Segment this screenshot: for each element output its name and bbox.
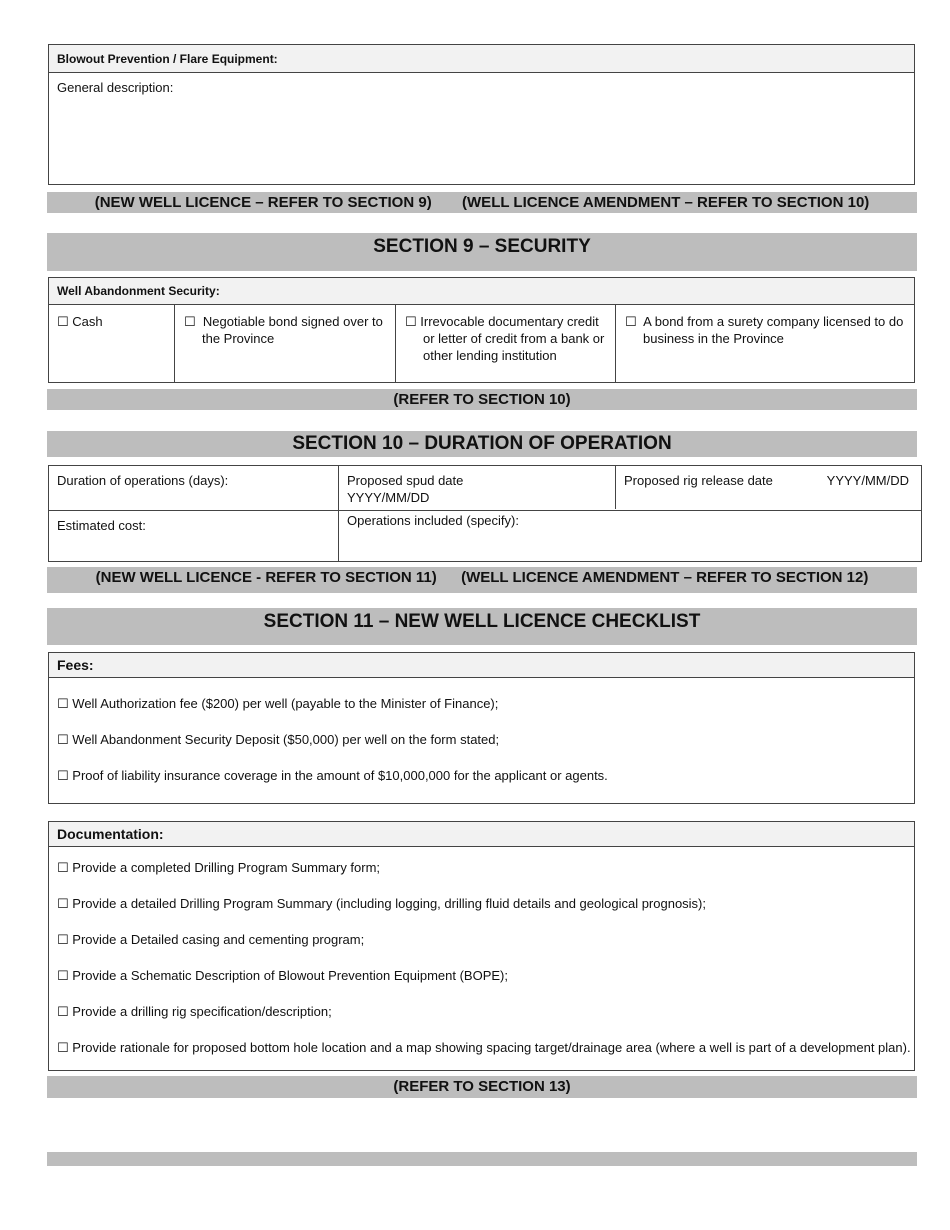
refer-bar-2-right: (WELL LICENCE AMENDMENT – REFER TO SECTION 12) (461, 569, 869, 586)
security-option-irrevocable-credit[interactable] (397, 307, 615, 370)
bope-general-description-field[interactable] (49, 73, 914, 184)
checkbox-icon[interactable]: ☐ (184, 314, 196, 329)
section10-title: SECTION 10 – DURATION OF OPERATION (292, 433, 672, 454)
security-option-label: A bond from a surety company licensed to do business in the Province (643, 314, 904, 346)
documentation-item-label: Provide a detailed Drilling Program Summary (including logging, drilling fluid details and geological prognosis); (72, 896, 706, 911)
operations-included-label: Operations included (specify): (347, 513, 519, 528)
section10-title-bar (47, 431, 917, 457)
checkbox-icon[interactable]: ☐ (57, 1004, 69, 1019)
checkbox-icon[interactable]: ☐ (57, 860, 69, 875)
fee-item-label: Well Abandonment Security Deposit ($50,000) per well on the form stated; (72, 732, 500, 747)
documentation-item-label: Provide a Detailed casing and cementing program; (72, 932, 365, 947)
documentation-box (48, 821, 915, 1071)
fee-item[interactable] (57, 732, 499, 748)
duration-label: Duration of operations (days): (57, 473, 229, 488)
fees-header-text: Fees: (57, 657, 94, 673)
security-option-label: Negotiable bond signed over to the Province (202, 314, 383, 346)
fees-box (48, 652, 915, 804)
checkbox-icon[interactable]: ☐ (57, 896, 69, 911)
bope-header (49, 45, 914, 73)
rig-release-format: YYYY/MM/DD (826, 473, 909, 488)
section11-title-bar (47, 608, 917, 645)
documentation-item[interactable] (57, 860, 380, 876)
section9-title-bar (47, 233, 917, 271)
fee-item[interactable] (57, 696, 498, 712)
spud-date-format: YYYY/MM/DD (347, 490, 430, 505)
documentation-item-label: Provide a drilling rig specification/description; (72, 1004, 332, 1019)
bope-general-label: General description: (57, 80, 174, 95)
refer-bar-2 (47, 567, 917, 593)
documentation-item[interactable] (57, 932, 364, 948)
checkbox-icon[interactable]: ☐ (405, 314, 417, 329)
security-option-cash[interactable] (49, 307, 174, 336)
footer-bar (47, 1152, 917, 1166)
documentation-item[interactable] (57, 968, 508, 984)
security-option-label: Irrevocable documentary credit or letter of credit from a bank or other lending institution (420, 314, 605, 363)
duration-field[interactable] (49, 466, 338, 510)
operations-included-field[interactable] (339, 511, 921, 561)
security-option-surety-bond[interactable] (617, 307, 915, 353)
section11-title: SECTION 11 – NEW WELL LICENCE CHECKLIST (263, 611, 701, 632)
fee-item[interactable] (57, 768, 608, 784)
rig-release-date-field[interactable] (616, 466, 921, 510)
spud-date-field[interactable] (339, 466, 615, 510)
refer-section13-text: (REFER TO SECTION 13) (393, 1078, 571, 1095)
estimated-cost-label: Estimated cost: (57, 518, 146, 533)
security-header-text: Well Abandonment Security: (57, 284, 220, 298)
checkbox-icon[interactable]: ☐ (57, 314, 69, 329)
checkbox-icon[interactable]: ☐ (57, 732, 69, 747)
documentation-item[interactable] (57, 1040, 911, 1056)
refer-bar-1-left: (NEW WELL LICENCE – REFER TO SECTION 9) (94, 194, 432, 211)
refer-bar-1 (47, 192, 917, 213)
estimated-cost-field[interactable] (49, 511, 338, 561)
checkbox-icon[interactable]: ☐ (57, 932, 69, 947)
checkbox-icon[interactable]: ☐ (57, 768, 69, 783)
refer-section10-bar (47, 389, 917, 410)
security-option-label: Cash (72, 314, 103, 329)
security-box (48, 277, 915, 383)
spud-date-label: Proposed spud date (347, 473, 464, 488)
section9-title: SECTION 9 – SECURITY (373, 236, 591, 257)
documentation-item[interactable] (57, 896, 706, 912)
documentation-header (49, 822, 914, 847)
refer-bar-1-right: (WELL LICENCE AMENDMENT – REFER TO SECTION 10) (462, 194, 870, 211)
duration-table (48, 465, 922, 562)
bope-box (48, 44, 915, 185)
bope-header-text: Blowout Prevention / Flare Equipment: (57, 52, 278, 66)
rig-release-label: Proposed rig release date (624, 473, 773, 488)
security-header (49, 278, 914, 305)
refer-section13-bar (47, 1076, 917, 1098)
refer-bar-2-left: (NEW WELL LICENCE - REFER TO SECTION 11) (95, 569, 437, 586)
checkbox-icon[interactable]: ☐ (57, 968, 69, 983)
checkbox-icon[interactable]: ☐ (57, 1040, 69, 1055)
refer-section10-text: (REFER TO SECTION 10) (393, 391, 571, 408)
checkbox-icon[interactable]: ☐ (625, 314, 637, 329)
documentation-item-label: Provide a completed Drilling Program Summary form; (72, 860, 381, 875)
documentation-header-text: Documentation: (57, 826, 164, 842)
checkbox-icon[interactable]: ☐ (57, 696, 69, 711)
documentation-item[interactable] (57, 1004, 332, 1020)
documentation-item-label: Provide a Schematic Description of Blowout Prevention Equipment (BOPE); (72, 968, 508, 983)
security-option-negotiable-bond[interactable] (176, 307, 395, 353)
fees-header (49, 653, 914, 678)
documentation-item-label: Provide rationale for proposed bottom hole location and a map showing spacing target/drainage area (where a well is part of a development plan). (72, 1040, 911, 1055)
fee-item-label: Proof of liability insurance coverage in the amount of $10,000,000 for the applicant or agents. (72, 768, 608, 783)
fee-item-label: Well Authorization fee ($200) per well (payable to the Minister of Finance); (72, 696, 499, 711)
